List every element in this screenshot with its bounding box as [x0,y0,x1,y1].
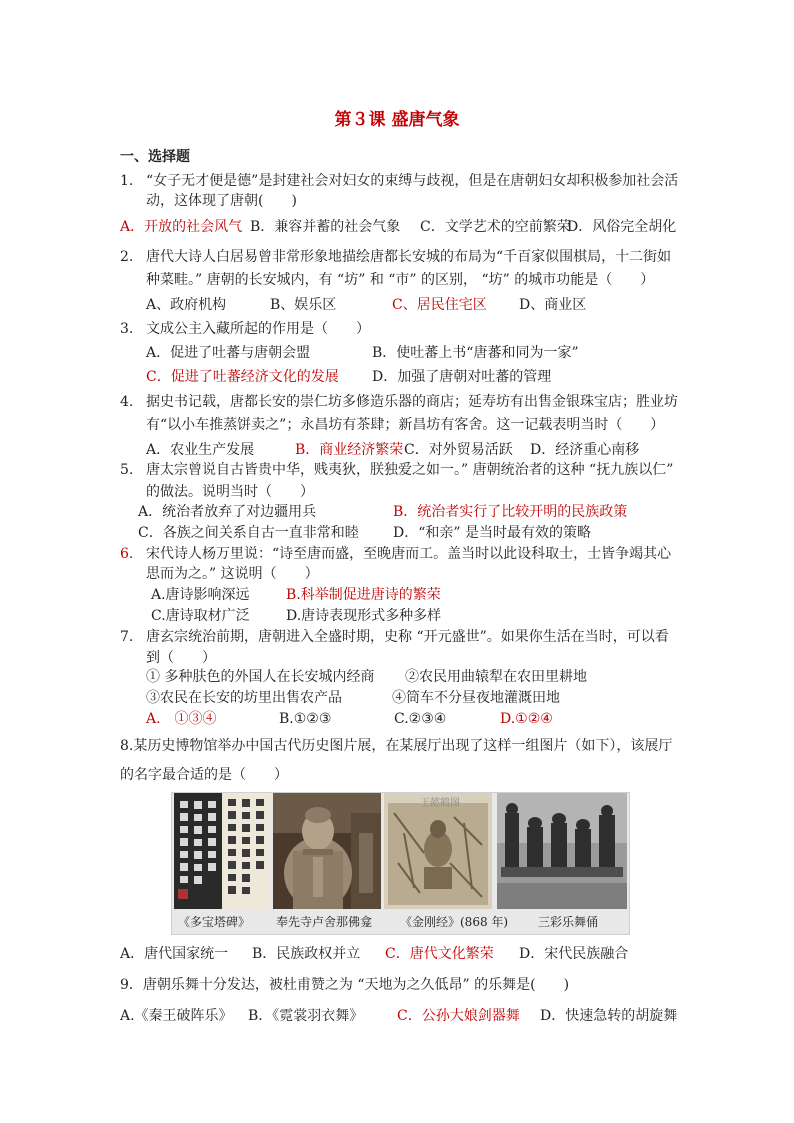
q8-option-a: A．唐代国家统一 [120,946,229,962]
section-heading: 一、选择题 [120,149,190,165]
artifact-image-strip [171,792,630,935]
buddha-statue-picture [273,793,381,909]
q3-text1: 文成公主入藏所起的作用是（ ） [146,321,370,337]
diamond-sutra-picture [384,793,492,909]
q9-option-a: A.《秦王破阵乐》 [120,1008,233,1024]
q4-option-a: A．农业生产发展 [146,442,255,458]
q5-option-d: D．“和亲” 是当时最有效的策略 [393,525,591,541]
q9-option-b: B．《霓裳羽衣舞》 [248,1008,364,1024]
q3-number: 3. [120,321,134,337]
q9-text1: 9．唐朝乐舞十分发达，被杜甫赞之为 “天地为之久低昂” 的乐舞是( ) [120,977,570,993]
q8-option-d: D．宋代民族融合 [519,946,629,962]
q6-option-c: C.唐诗取材广泛 [151,608,250,624]
q4-stem-line1 [120,392,678,412]
q5-option-c: C．各族之间关系自古一直非常和睦 [138,525,359,541]
diamond-sutra-image [384,793,492,909]
q7-item-3: ③农民在长安的坊里出售农产品 [146,690,342,706]
figurines-picture [497,793,627,909]
q4-text2: 有“以小车推蒸饼卖之”；永昌坊有茶肆；新昌坊有客舍。这一记载表明当时（ ） [146,417,665,433]
q6-text1: 宋代诗人杨万里说：“诗至唐而盛，至晚唐而工。盖当时以此设科取士，士皆争竭其心 [146,546,672,562]
q5-stem-line1 [120,460,673,480]
q7-text1: 唐玄宗统治前期，唐朝进入全盛时期，史称 “开元盛世”。如果你生活在当时，可以看 [146,629,669,645]
q7-item-1: ① 多种肤色的外国人在长安城内经商 [146,669,375,685]
q7-option-c: C.②③④ [394,711,447,727]
q2-text1: 唐代大诗人白居易曾非常形象地描绘唐都长安城的布局为“千百家似围棋局，十二街如 [146,249,672,265]
caption-fengxian-buddha: 奉先寺卢舍那佛龛 [276,915,373,929]
q6-number: 6. [120,546,134,562]
q3-stem-line1 [120,319,370,339]
q2-option-b: B、娱乐区 [270,297,337,313]
q8-text2: 的名字最合适的是（ ） [120,767,288,783]
q5-option-b: B．统治者实行了比较开明的民族政策 [393,504,628,520]
q3-option-d: D．加强了唐朝对吐蕃的管理 [372,369,552,385]
q7-item-2: ②农民用曲辕犁在农田里耕地 [405,669,587,685]
q7-option-a: A. ①③④ [146,711,217,727]
q8-option-c: C．唐代文化繁荣 [385,946,494,962]
q1-stem-line1 [120,171,678,191]
q5-option-a: A．统治者放弃了对边疆用兵 [138,504,317,520]
q4-option-d: D．经济重心南移 [530,442,640,458]
q7-option-d: D.①②④ [500,711,553,727]
page-title: 第３课 盛唐气象 [334,110,460,130]
q5-number: 5. [120,462,134,478]
q7-stem-line1 [120,627,669,647]
fengxian-temple-image [273,793,381,909]
q7-option-b: B.①②③ [279,711,332,727]
caption-duobao-stele: 《多宝塔碑》 [178,915,251,929]
q5-text2: 的做法。说明当时（ ） [146,484,314,500]
q1-number: 1. [120,173,134,189]
q1-text1: “女子无才便是德”是封建社会对妇女的束缚与歧视，但是在唐朝妇女却积极参加社会活 [146,173,679,189]
q4-option-c: C．对外贸易活跃 [404,442,513,458]
q9-option-c: C．公孙大娘剑器舞 [397,1008,520,1024]
q7-item-4: ④筒车不分昼夜地灌溉田地 [392,690,560,706]
q1-option-c: C．文学艺术的空前繁荣 [420,219,571,235]
q1-text2: 动，这体现了唐朝( ) [146,193,297,209]
q4-text1: 据史书记载，唐都长安的崇仁坊多修造乐器的商店；延寿坊有出售金银珠宝店；胜业坊 [146,394,678,410]
q2-text2: 种菜畦。” 唐朝的长安城内，有 “坊” 和 “市” 的区别， “坊” 的城市功能是（ ） [146,272,655,288]
image-watermark: 王懿鹤图 [420,798,460,809]
q4-option-b: B．商业经济繁荣 [295,442,404,458]
caption-tricolor-figurines: 三彩乐舞俑 [538,915,599,929]
q4-number: 4. [120,394,134,410]
q3-option-b: B．使吐蕃上书“唐蕃和同为一家” [372,345,579,361]
calligraphy-rubbing-picture [174,793,270,909]
q8-option-b: B．民族政权并立 [252,946,361,962]
q2-option-d: D、商业区 [519,297,587,313]
q2-number: 2. [120,249,134,265]
q6-option-d: D.唐诗表现形式多种多样 [286,608,442,624]
q3-option-c: C．促进了吐蕃经济文化的发展 [146,369,339,385]
q7-text2: 到（ ） [146,650,216,666]
q1-option-b: B．兼容并蓄的社会气象 [250,219,401,235]
q2-option-a: A、政府机构 [146,297,227,313]
q1-option-d: D．风俗完全胡化 [567,219,677,235]
q3-option-a: A．促进了吐蕃与唐朝会盟 [146,345,311,361]
q6-option-a: A.唐诗影响深远 [151,587,250,603]
duobao-stele-image [174,793,270,909]
tricolor-figurines-image [497,793,627,909]
caption-diamond-sutra: 《金刚经》(868 年) [400,915,509,929]
q1-option-a: A．开放的社会风气 [120,219,243,235]
q6-option-b: B.科举制促进唐诗的繁荣 [286,587,441,603]
q8-text1: 8.某历史博物馆举办中国古代历史图片展，在某展厅出现了这样一组图片（如下），该展厅 [120,738,673,754]
q9-option-d: D．快速急转的胡旋舞 [540,1008,678,1024]
q2-stem-line1 [120,247,671,267]
q2-option-c: C、居民住宅区 [392,297,487,313]
q5-text1: 唐太宗曾说自古皆贵中华，贱夷狄，朕独爱之如一。” 唐朝统治者的这种 “抚九族以仁” [146,462,674,478]
q6-text2: 思而为之。” 这说明（ ） [146,566,319,582]
q7-number: 7. [120,629,134,645]
q6-stem-line1 [120,544,671,564]
